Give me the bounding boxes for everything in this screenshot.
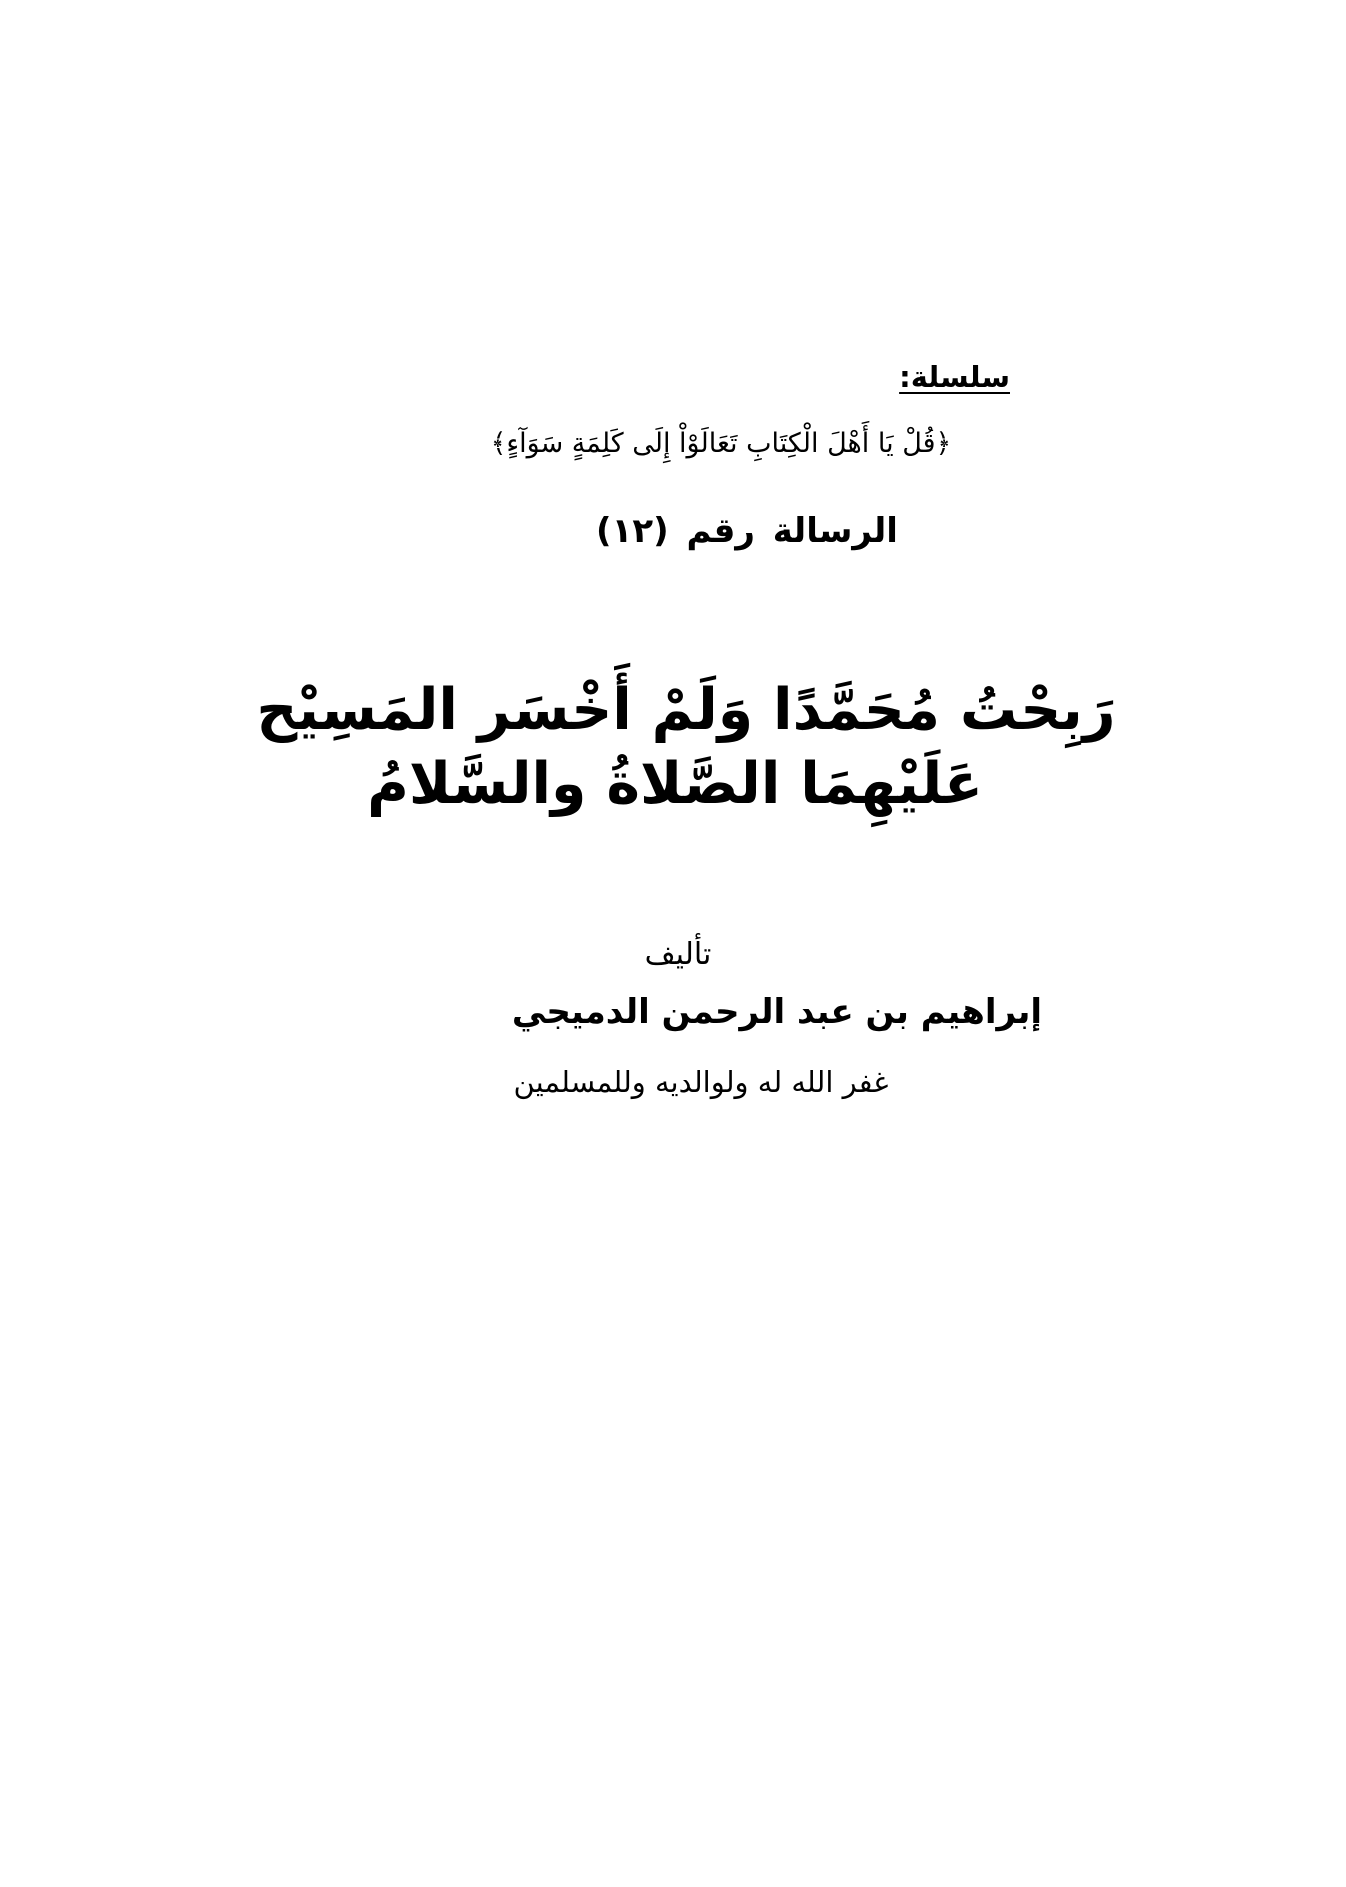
book-title-line-2: عَلَيْهِمَا الصَّلاةُ والسَّلامُ: [367, 751, 983, 817]
author-name: إبراهيم بن عبد الرحمن الدميجي: [511, 992, 1043, 1032]
risala-number: الرسالة رقم (١٢): [596, 511, 898, 551]
byline-label: تأليف: [644, 937, 712, 972]
book-title-line-1: رَبِحْتُ مُحَمَّدًا وَلَمْ أَخْسَر المَسِيْح: [256, 677, 1116, 743]
quran-verse: ﴿قُلْ يَا أَهْلَ الْكِتَابِ تَعَالَوْاْ إِلَى كَلِمَةٍ سَوَآءٍ﴾: [490, 428, 952, 459]
series-label: سلسلة:: [899, 360, 1010, 394]
author-dua: غفر الله له ولوالديه وللمسلمين: [513, 1065, 889, 1099]
